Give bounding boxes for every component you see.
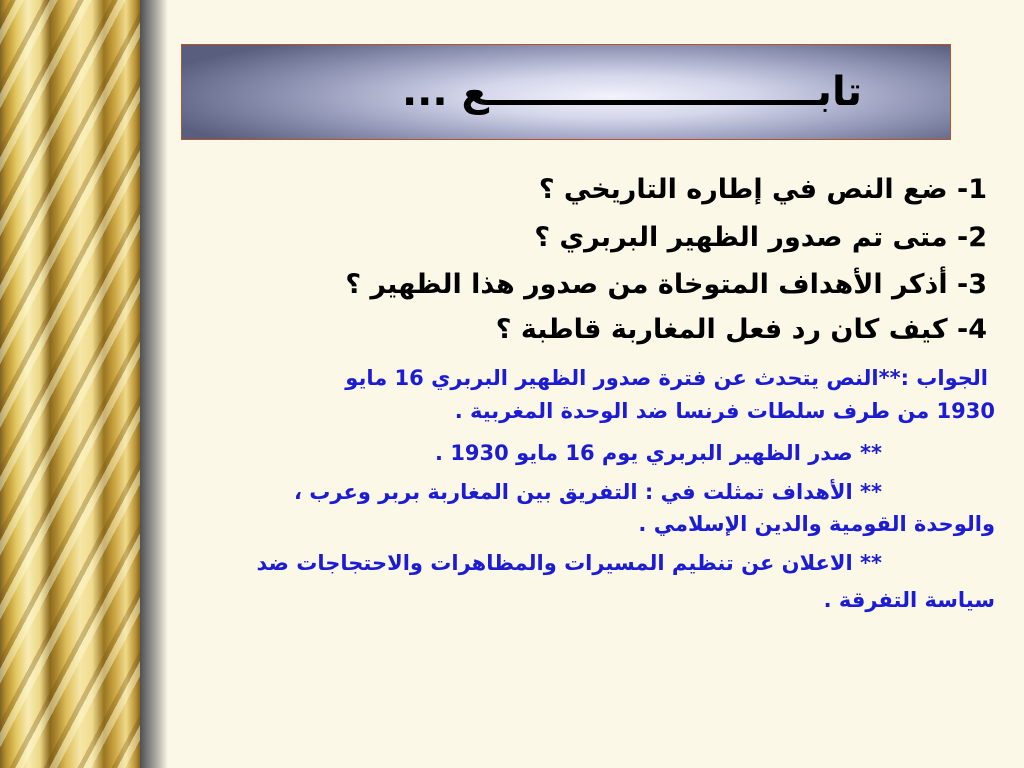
question-item: 3- أذكر الأهداف المتوخاة من صدور هذا الظهير ؟ bbox=[345, 269, 987, 300]
answer-line: ** الاعلان عن تنظيم المسيرات والمظاهرات والاحتجاجات ضد bbox=[256, 551, 882, 575]
answer-line: سياسة التفرقة . bbox=[823, 588, 995, 612]
answer-line: والوحدة القومية والدين الإسلامي . bbox=[638, 512, 995, 536]
question-item: 1- ضع النص في إطاره التاريخي ؟ bbox=[538, 174, 987, 205]
answer-line: 1930 من طرف سلطات فرنسا ضد الوحدة المغربية . bbox=[454, 399, 995, 423]
decorative-gold-column bbox=[0, 0, 142, 768]
question-item: 4- كيف كان رد فعل المغاربة قاطبة ؟ bbox=[495, 314, 987, 345]
answer-line: الجواب :**النص يتحدث عن فترة صدور الظهير البربري 16 مايو bbox=[345, 366, 988, 390]
answer-line: ** صدر الظهير البربري يوم 16 مايو 1930 . bbox=[435, 441, 882, 465]
question-item: 2- متى تم صدور الظهير البربري ؟ bbox=[534, 222, 987, 253]
column-shadow bbox=[140, 0, 168, 768]
slide-title: تابــــــــــــــــــــــــع ... bbox=[401, 69, 862, 115]
title-banner bbox=[181, 44, 951, 140]
answer-line: ** الأهداف تمثلت في : التفريق بين المغاربة بربر وعرب ، bbox=[294, 480, 882, 504]
